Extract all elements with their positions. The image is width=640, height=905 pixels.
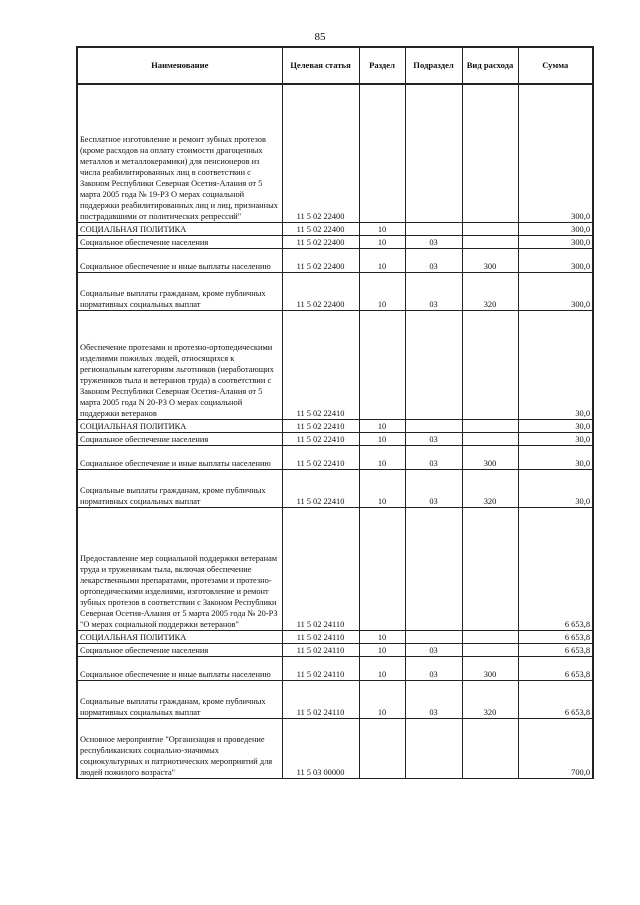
row-code: 11 5 02 24110 xyxy=(282,680,359,718)
header-subsection: Подраздел xyxy=(405,47,462,84)
row-sum: 6 653,8 xyxy=(518,680,593,718)
table-row xyxy=(77,235,593,248)
row-section xyxy=(359,718,405,778)
row-code: 11 5 02 22410 xyxy=(282,469,359,507)
row-subsection: 03 xyxy=(405,432,462,445)
row-sum: 300,0 xyxy=(518,84,593,222)
row-kind: 320 xyxy=(462,272,518,310)
table-row xyxy=(77,419,593,432)
row-section xyxy=(359,310,405,419)
row-subsection xyxy=(405,84,462,222)
row-code: 11 5 02 24110 xyxy=(282,643,359,656)
row-sum: 700,0 xyxy=(518,718,593,778)
row-name: Социальные выплаты гражданам, кроме публичных нормативных социальных выплат xyxy=(77,272,282,310)
row-sum: 6 653,8 xyxy=(518,507,593,630)
table-row xyxy=(77,643,593,656)
row-code: 11 5 02 22410 xyxy=(282,419,359,432)
header-kind: Вид расхода xyxy=(462,47,518,84)
row-subsection: 03 xyxy=(405,248,462,272)
budget-table xyxy=(76,46,594,779)
table-row xyxy=(77,248,593,272)
table-row xyxy=(77,445,593,469)
table-row xyxy=(77,222,593,235)
row-name: Социальное обеспечение и иные выплаты населению xyxy=(77,248,282,272)
row-code: 11 5 02 22400 xyxy=(282,248,359,272)
row-code: 11 5 02 24110 xyxy=(282,630,359,643)
row-code: 11 5 02 24110 xyxy=(282,656,359,680)
row-subsection: 03 xyxy=(405,272,462,310)
row-section: 10 xyxy=(359,272,405,310)
row-subsection: 03 xyxy=(405,469,462,507)
row-code: 11 5 02 22410 xyxy=(282,432,359,445)
table-row xyxy=(77,718,593,778)
row-section: 10 xyxy=(359,469,405,507)
row-kind xyxy=(462,222,518,235)
row-section: 10 xyxy=(359,248,405,272)
row-kind: 300 xyxy=(462,445,518,469)
row-section xyxy=(359,84,405,222)
row-kind xyxy=(462,643,518,656)
row-sum: 6 653,8 xyxy=(518,643,593,656)
header-name: Наименование xyxy=(77,47,282,84)
row-kind: 300 xyxy=(462,656,518,680)
row-name: Социальное обеспечение населения xyxy=(77,235,282,248)
row-sum: 6 653,8 xyxy=(518,656,593,680)
row-name: СОЦИАЛЬНАЯ ПОЛИТИКА xyxy=(77,222,282,235)
header-sum: Сумма xyxy=(518,47,593,84)
row-code: 11 5 02 22410 xyxy=(282,445,359,469)
row-subsection xyxy=(405,630,462,643)
row-section: 10 xyxy=(359,419,405,432)
row-subsection xyxy=(405,419,462,432)
table-row xyxy=(77,310,593,419)
row-section: 10 xyxy=(359,680,405,718)
row-subsection: 03 xyxy=(405,445,462,469)
row-kind xyxy=(462,432,518,445)
row-subsection xyxy=(405,310,462,419)
row-section: 10 xyxy=(359,445,405,469)
row-name: Социальное обеспечение населения xyxy=(77,643,282,656)
row-kind xyxy=(462,419,518,432)
row-section: 10 xyxy=(359,432,405,445)
row-code: 11 5 02 24110 xyxy=(282,507,359,630)
row-section: 10 xyxy=(359,235,405,248)
row-kind: 320 xyxy=(462,680,518,718)
row-sum: 30,0 xyxy=(518,419,593,432)
table-row xyxy=(77,680,593,718)
row-name: Социальное обеспечение и иные выплаты населению xyxy=(77,656,282,680)
row-kind xyxy=(462,310,518,419)
row-name: Предоставление мер социальной поддержки ветеранам труда и труженикам тыла, включая обеспечение лекарственными препаратами, протезами и протезно-ортопедическими изделиями, изготовление и ремонт зубных протезов в соответствии с Законом Республики Северная Осетия-Алания от 5 марта 2005 года № 20-РЗ "О мерах социальной поддержки ветеранов" xyxy=(77,507,282,630)
row-name: Социальные выплаты гражданам, кроме публичных нормативных социальных выплат xyxy=(77,469,282,507)
table-row xyxy=(77,656,593,680)
row-code: 11 5 02 22400 xyxy=(282,84,359,222)
row-code: 11 5 02 22410 xyxy=(282,310,359,419)
row-kind xyxy=(462,507,518,630)
row-kind: 320 xyxy=(462,469,518,507)
row-sum: 30,0 xyxy=(518,432,593,445)
row-section: 10 xyxy=(359,643,405,656)
table-row xyxy=(77,469,593,507)
row-kind xyxy=(462,718,518,778)
row-kind xyxy=(462,84,518,222)
row-subsection: 03 xyxy=(405,643,462,656)
table-row xyxy=(77,272,593,310)
table-row xyxy=(77,432,593,445)
row-subsection xyxy=(405,507,462,630)
row-code: 11 5 02 22400 xyxy=(282,222,359,235)
header-code: Целевая статья xyxy=(282,47,359,84)
row-sum: 300,0 xyxy=(518,272,593,310)
row-code: 11 5 02 22400 xyxy=(282,235,359,248)
row-name: СОЦИАЛЬНАЯ ПОЛИТИКА xyxy=(77,630,282,643)
row-name: СОЦИАЛЬНАЯ ПОЛИТИКА xyxy=(77,419,282,432)
row-kind: 300 xyxy=(462,248,518,272)
row-subsection: 03 xyxy=(405,656,462,680)
table-header-row xyxy=(77,47,593,84)
row-name: Социальные выплаты гражданам, кроме публичных нормативных социальных выплат xyxy=(77,680,282,718)
row-name: Социальное обеспечение населения xyxy=(77,432,282,445)
row-section: 10 xyxy=(359,630,405,643)
row-subsection xyxy=(405,222,462,235)
row-kind xyxy=(462,235,518,248)
row-section: 10 xyxy=(359,222,405,235)
row-sum: 30,0 xyxy=(518,469,593,507)
row-sum: 30,0 xyxy=(518,310,593,419)
row-subsection xyxy=(405,718,462,778)
row-sum: 6 653,8 xyxy=(518,630,593,643)
page-number: 85 xyxy=(314,31,326,43)
row-name: Бесплатное изготовление и ремонт зубных протезов (кроме расходов на оплату стоимости драгоценных металлов и металлокерамики) для пенсионеров из числа реабилитированных лиц в соответствии с Законом Республики Северная Осетия-Алания от 5 марта 2005 года № 19-РЗ О мерах социальной поддержки реабилитированных лиц и лиц, признанных пострадавшими от политических репрессий" xyxy=(77,84,282,222)
row-code: 11 5 03 00000 xyxy=(282,718,359,778)
table-row xyxy=(77,507,593,630)
table-row xyxy=(77,630,593,643)
row-name: Обеспечение протезами и протезно-ортопедическими изделиями пожилых людей, относящихся к региональным категориям льготников (неработающих тружеников тыла и ветеранов труда) в соответствии с Законом Республики Северная Осетия-Алания от 5 марта 2005 года N 20-РЗ О мерах социальной поддержки ветеранов xyxy=(77,310,282,419)
row-name: Социальное обеспечение и иные выплаты населению xyxy=(77,445,282,469)
row-name: Основное мероприятие "Организация и проведение республиканских социально-значимых социокультурных и патриотических мероприятий для людей пожилого возраста" xyxy=(77,718,282,778)
row-subsection: 03 xyxy=(405,235,462,248)
row-sum: 30,0 xyxy=(518,445,593,469)
row-kind xyxy=(462,630,518,643)
row-sum: 300,0 xyxy=(518,222,593,235)
row-sum: 300,0 xyxy=(518,248,593,272)
row-section: 10 xyxy=(359,656,405,680)
row-sum: 300,0 xyxy=(518,235,593,248)
row-code: 11 5 02 22400 xyxy=(282,272,359,310)
row-subsection: 03 xyxy=(405,680,462,718)
table-row xyxy=(77,84,593,222)
row-section xyxy=(359,507,405,630)
header-section: Раздел xyxy=(359,47,405,84)
